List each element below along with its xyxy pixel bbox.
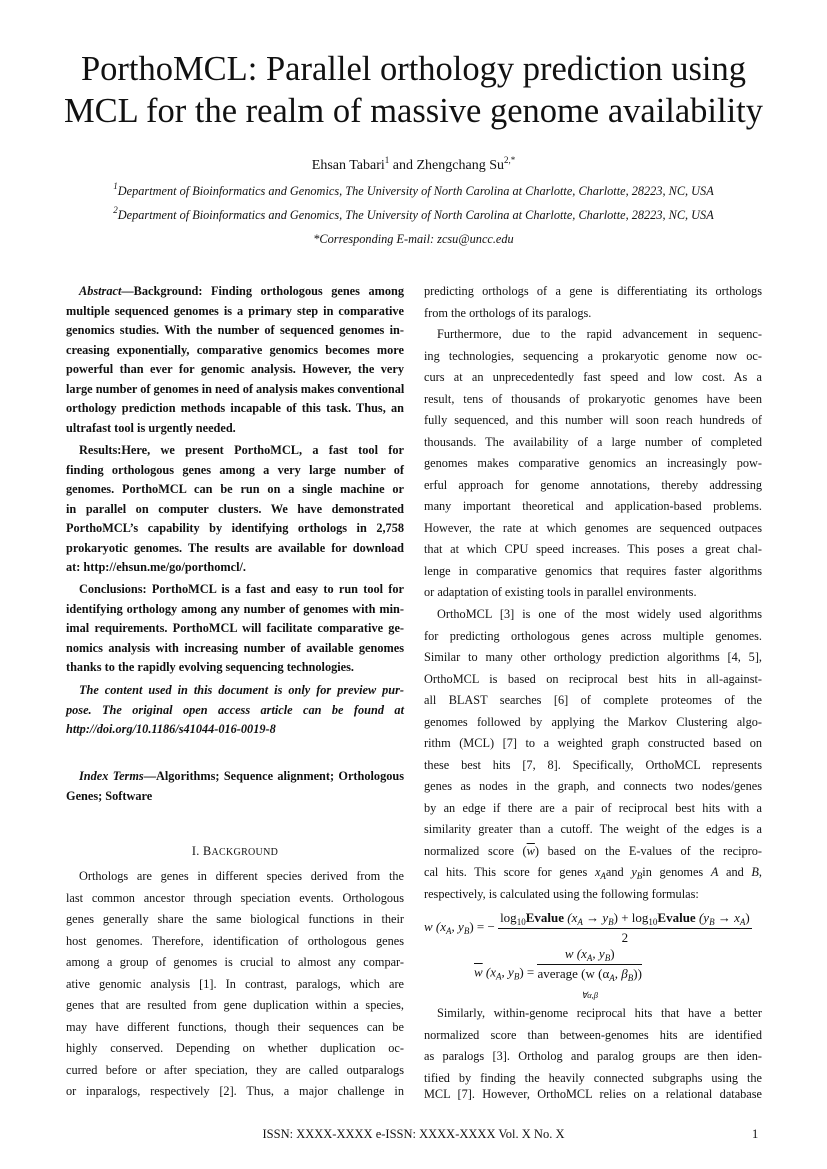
- body-line: fully sequenced, and this number will soon reach hundreds of: [424, 413, 762, 427]
- section-number: I.: [191, 844, 204, 858]
- equation-2: [474, 946, 642, 1001]
- author-list: [0, 155, 827, 174]
- body-line: lenge in comparative genomics that requires faster algorithms: [424, 563, 762, 578]
- abstract-line: nomics analysis with increasing number of available genomes: [66, 640, 404, 655]
- symbol-sub: B: [636, 871, 643, 881]
- section-heading-background: [66, 844, 404, 859]
- eq-under: ∀α,β: [581, 990, 599, 1000]
- title-line-1: PorthoMCL: Parallel orthology prediction using: [80, 50, 747, 88]
- eq2-denominator: [537, 965, 641, 1001]
- eq-text: average (w (α: [537, 966, 610, 981]
- body-line: OrthoMCL [3] is one of the most widely used algorithms: [437, 607, 762, 621]
- eq-text: log: [500, 910, 517, 925]
- abstract-line: large number of genomes in need of analysis makes conventional: [66, 381, 405, 396]
- eq-sub: B: [604, 953, 611, 963]
- body-line: highly conserved. Depending on whether duplication oc-: [66, 1041, 404, 1055]
- symbol-y: y: [631, 865, 637, 879]
- body-line: [424, 863, 762, 887]
- eq-text: → x: [714, 910, 740, 925]
- body-line: Similarly, within-genome reciprocal hits that have a better: [437, 1006, 762, 1020]
- eq-sub: 10: [516, 917, 526, 927]
- affiliation-2-sup: 2: [113, 205, 118, 215]
- author-1: Ehsan Tabari: [311, 158, 385, 173]
- body-line: result, tens of thousands of prokaryotic genomes have been: [424, 391, 762, 406]
- body-line: or adaptation of existing tools in parallel environments.: [424, 585, 697, 599]
- index-terms-text: —Algorithms; Sequence alignment; Orthologous: [143, 769, 404, 783]
- eq-text: , y: [451, 918, 464, 934]
- eq-text: Evalue: [525, 910, 564, 925]
- eq-text: )): [633, 966, 642, 981]
- abstract-line: identifying orthology among any number of genomes with min-: [66, 601, 404, 616]
- abstract-line: prokaryotic genomes. The results are available for download: [66, 540, 404, 555]
- abstract-label: Abstract: [79, 284, 122, 298]
- text-span: and: [718, 865, 752, 879]
- body-line: as paralogs [3]. Ortholog and paralog groups are then iden-: [424, 1049, 762, 1063]
- abstract-line: genomes. PorthoMCL can be run on a single machine or: [66, 482, 404, 496]
- symbol-sub: A: [600, 871, 606, 881]
- affiliation-2-text: Department of Bioinformatics and Genomics, The University of North Carolina at Charlotte, Charlotte, 28223, NC, USA: [117, 208, 714, 222]
- body-line: may have different functions, though their sequences can be: [66, 1019, 404, 1034]
- affiliation-1: [0, 181, 827, 199]
- eq-text: $\overline{w}$: [474, 964, 483, 980]
- eq-text: (y: [695, 910, 710, 925]
- body-line: host genomes. Therefore, identification of orthologous genes: [66, 933, 404, 948]
- index-terms-line: [66, 767, 404, 787]
- eq-sub: A: [609, 973, 615, 983]
- eq-text: + log: [617, 910, 649, 925]
- abstract-line: in parallel on computer clusters. We have demonstrated: [66, 501, 404, 516]
- eq2-fraction: [537, 946, 641, 1001]
- text-span: in genomes: [642, 865, 711, 879]
- body-line: predicting orthologs of a gene is differentiating its orthologs: [424, 284, 762, 298]
- body-line: erful approach for genome annotations, thereby addressing: [424, 477, 762, 492]
- body-line: ative genomic analysis [1]. In contrast, paralogs, which are: [66, 976, 404, 991]
- abstract-line: at: http://ehsun.me/go/porthomcl/.: [66, 560, 247, 574]
- eq-sub: A: [586, 953, 593, 963]
- author-2: and Zhengchang Su: [389, 158, 504, 173]
- abstract-line: genomics studies. With the number of sequenced genomes in-: [66, 323, 404, 337]
- body-line: However, the rate at which genomes are sequenced outpaces: [424, 520, 762, 535]
- body-line: these best hits [7, 8]. Specifically, OrthoMCL represents: [424, 757, 762, 772]
- eq-text: , β: [614, 966, 628, 981]
- eq-sub: B: [627, 973, 634, 983]
- body-line: many important theoretical and application-based problems.: [424, 499, 762, 513]
- eq-sub: B: [608, 917, 614, 927]
- affiliation-2: [0, 205, 827, 223]
- author-1-sup: 1: [384, 155, 390, 165]
- corresponding-email: *Corresponding E-mail: zcsu@uncc.edu: [313, 232, 514, 246]
- paper-title: [40, 48, 787, 132]
- body-line: curred before or after speciation, they are called outparalogs: [66, 1062, 404, 1077]
- abstract-line: imal requirements. PorthoMCL will facilitate comparative ge-: [66, 621, 404, 635]
- eq1-denominator: 2: [621, 930, 629, 945]
- text-span: cal hits. This score for genes: [424, 865, 595, 879]
- abstract-line: orthology prediction methods incapable of this task. Thus, an: [66, 401, 404, 415]
- eq-sub: B: [463, 925, 470, 936]
- author-2-sup: 2,*: [503, 155, 516, 165]
- eq-text: (x: [482, 964, 497, 980]
- title-line-2: MCL for the realm of massive genome availability: [63, 92, 764, 130]
- body-line: thousands. The availability of a large number of completed: [424, 434, 762, 449]
- eq-sub: A: [446, 925, 452, 936]
- section-title-rest: ACKGROUND: [211, 847, 279, 858]
- eq2-numerator: [537, 946, 641, 965]
- body-line: ing technologies, sequencing a prokaryotic genome now oc-: [424, 348, 762, 363]
- body-line: Furthermore, due to the rapid advancement in sequenc-: [437, 327, 762, 341]
- eq-text: w (x: [424, 918, 447, 934]
- eq-sub: B: [513, 971, 520, 982]
- body-line: normalized score than between-genomes hits are identified: [424, 1027, 762, 1042]
- body-line: or inparalogs, respectively [2]. Thus, a major challenge in: [66, 1084, 404, 1098]
- preview-note-link[interactable]: http://doi.org/10.1186/s41044-016-0019-8: [66, 722, 276, 736]
- abstract-text: —Background: Finding orthologous genes among: [121, 284, 404, 298]
- abstract-line: finding orthologous genes among a very large number of: [66, 462, 404, 477]
- equation-1: [424, 910, 752, 946]
- body-line: OrthoMCL is based on reciprocal best hits in all-against-: [424, 671, 762, 686]
- affiliation-1-sup: 1: [113, 181, 118, 191]
- abstract-line: ultrafast tool is urgently needed.: [66, 420, 236, 435]
- abstract-line: Results:Here, we present PorthoMCL, a fast tool for: [79, 443, 404, 457]
- body-line: MCL [7]. However, OrthoMCL relies on a relational database: [424, 1087, 762, 1101]
- page-footer: ISSN: XXXX-XXXX e-ISSN: XXXX-XXXX Vol. X No. X: [262, 1127, 565, 1141]
- abstract-line: Conclusions: PorthoMCL is a fast and easy to run tool for: [79, 582, 404, 596]
- body-line: respectively, is calculated using the following formulas:: [424, 886, 699, 901]
- body-line: genes generally share the same biological functions in their: [66, 912, 404, 926]
- body-line: all BLAST searches [6] of complete proteomes of the: [424, 693, 762, 707]
- body-line: from the orthologs of its paralogs.: [424, 305, 592, 320]
- symbol-B: B: [751, 865, 759, 879]
- eq-sub: A: [739, 917, 746, 927]
- abstract-line: multiple sequenced genomes is a primary step in comparative: [66, 303, 404, 318]
- body-line: genes that are resulted from gene duplication within a species,: [66, 998, 404, 1012]
- abstract-line: [66, 282, 404, 302]
- eq-text: ): [745, 910, 750, 925]
- eq1-numerator: [498, 910, 752, 929]
- eq-text: ): [610, 946, 615, 961]
- body-line: tified by finding the heavily connected subgraphs using the: [424, 1070, 762, 1085]
- body-line: curs at an unprecedentedly fast speed and low cost. As a: [424, 370, 762, 384]
- eq-text: , y: [592, 946, 605, 961]
- abstract-line: creasing exponentially, comparative genomics becomes more: [66, 342, 404, 357]
- abstract-line: PorthoMCL’s capability by identifying orthologs in 2,758: [66, 521, 404, 535]
- abstract-line: powerful than ever for genomic analysis. However, the very: [66, 362, 404, 376]
- abstract-line: thanks to the rapidly evolving sequencing technologies.: [66, 660, 354, 674]
- body-line: genomes makes comparative genomics an increasingly pow-: [424, 456, 762, 470]
- affiliation-1-text: Department of Bioinformatics and Genomics, The University of North Carolina at Charlotte, Charlotte, 28223, NC, USA: [117, 184, 714, 198]
- eq-sub: A: [496, 971, 502, 982]
- body-line: Orthologs are genes in different species derived from the: [79, 869, 404, 883]
- section-title-initial: B: [203, 844, 212, 858]
- body-line: for predicting orthologous genes across multiple genomes.: [424, 628, 762, 643]
- eq-text: , y: [501, 964, 514, 980]
- text-span: normalized score (: [424, 843, 527, 858]
- symbol-x: x: [594, 865, 601, 879]
- body-line: genes as nodes in the graph, and connects two nodes/genes: [424, 779, 762, 793]
- eq-sub: A: [577, 917, 583, 927]
- body-line: among a group of genomes is crucial to almost any compar-: [66, 955, 404, 969]
- text-span: and: [605, 865, 632, 879]
- eq-sub: B: [709, 917, 715, 927]
- eq-text: w (x: [564, 946, 587, 961]
- body-line: rithm (MCL) [7] to a weighted graph constructed based on: [424, 736, 762, 750]
- eq1-fraction: [498, 910, 752, 946]
- eq-text: Evalue: [657, 910, 696, 925]
- symbol-wbar: $\overline{w}$: [526, 843, 535, 858]
- body-line: that at which CPU speed increases. This poses a great chal-: [424, 542, 762, 556]
- body-line: by an edge if there are a pair of reciprocal best hits with a: [424, 800, 762, 815]
- text-span: ) based on the E-values of the recipro-: [534, 843, 762, 858]
- eq-text: ): [613, 910, 618, 925]
- body-line: genomes followed by applying the Markov Clustering algo-: [424, 714, 762, 729]
- body-line: similarity greater than a cutoff. The weight of the edges is a: [424, 822, 762, 836]
- preview-note-line: The content used in this document is only for preview pur-: [79, 683, 404, 697]
- preview-note-line: pose. The original open access article can be found at: [66, 702, 404, 717]
- index-terms-label: Index Terms: [79, 769, 144, 783]
- eq-text: (x: [563, 910, 578, 925]
- eq-text: ) =: [519, 964, 535, 980]
- body-line: [424, 842, 762, 862]
- body-line: last common ancestor through speciation events. Orthologous: [66, 890, 404, 905]
- page-number: 1: [752, 1127, 759, 1141]
- symbol-A: A: [710, 865, 719, 879]
- eq-sub: 10: [648, 917, 658, 927]
- eq-text: → y: [582, 910, 609, 925]
- text-span: ,: [758, 865, 762, 879]
- index-terms-line: Genes; Software: [66, 788, 153, 803]
- body-line: Similar to many other orthology prediction algorithms [4, 5],: [424, 650, 762, 664]
- eq-text: ) = −: [469, 918, 495, 934]
